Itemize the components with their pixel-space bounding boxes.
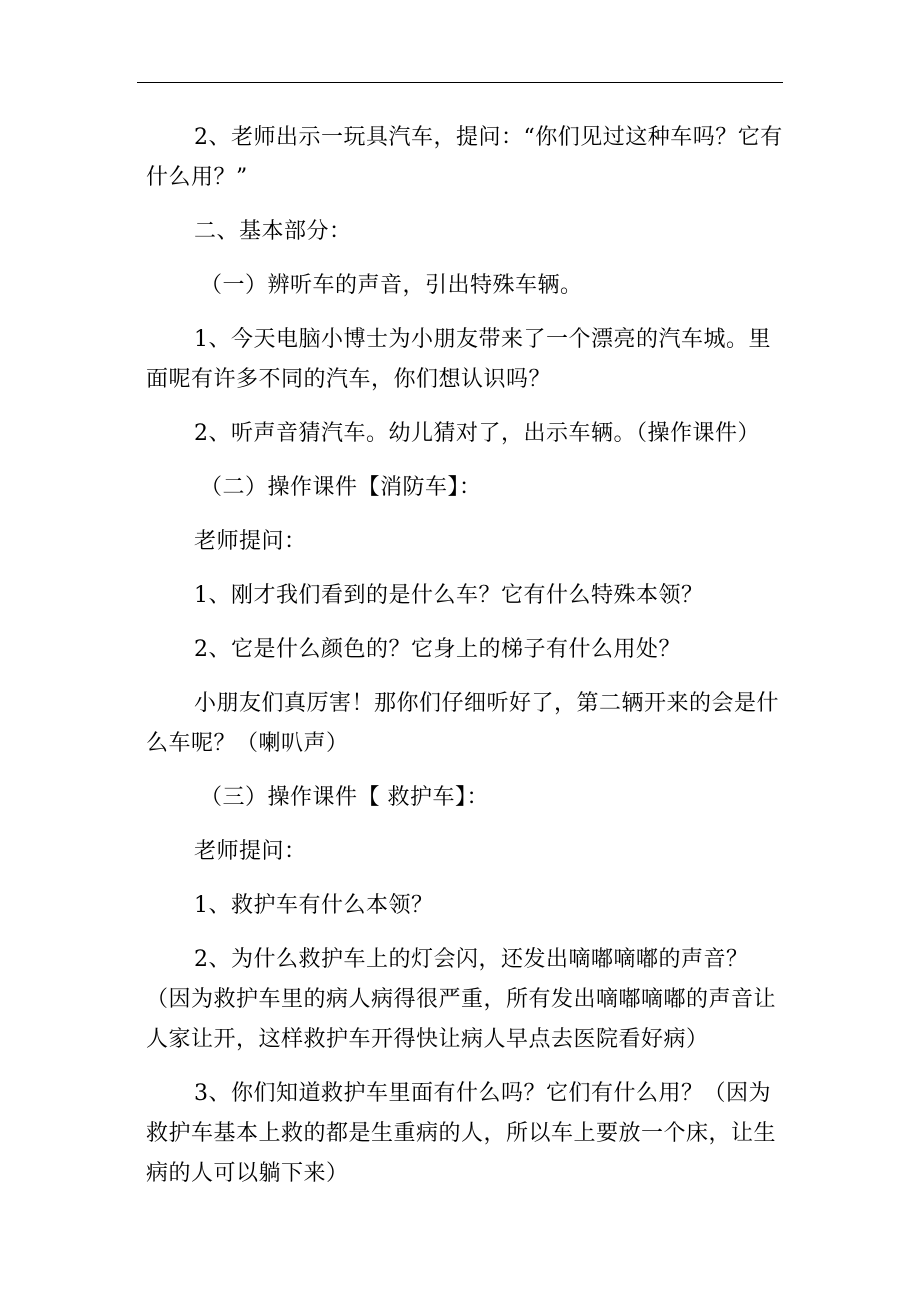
header-rule — [137, 82, 783, 83]
paragraph-6: （二）操作课件【消防车】： — [200, 475, 482, 500]
paragraph-11: （三）操作课件【 救护车】： — [200, 785, 489, 810]
paragraph-7: 老师提问： — [194, 529, 307, 554]
document-body — [146, 118, 786, 1208]
paragraph-8: 1、刚才我们看到的是什么车？它有什么特殊本领？ — [194, 583, 704, 608]
paragraph-2: 二、基本部分： — [194, 219, 352, 244]
paragraph-4: 1、今天电脑小博士为小朋友带来了一个漂亮的汽车城。里面呢有许多不同的汽车，你们想认识吗？ — [146, 327, 771, 392]
paragraph-1: 2、老师出示一玩具汽车，提问：“你们见过这种车吗？它有什么用？” — [146, 125, 783, 190]
paragraph-14: 2、为什么救护车上的灯会闪，还发出嘀嘟嘀嘟的声音？（因为救护车里的病人病得很严重，所有发出嘀嘟嘀嘟的声音让人家让开，这样救护车开得快让病人早点去医院看好病） — [146, 947, 777, 1052]
paragraph-5: 2、听声音猜汽车。幼儿猜对了，出示车辆。（操作课件） — [194, 421, 760, 446]
paragraph-3: （一）辨听车的声音，引出特殊车辆。 — [200, 273, 583, 298]
paragraph-12: 老师提问： — [194, 839, 307, 864]
paragraph-13: 1、救护车有什么本领？ — [194, 893, 434, 918]
paragraph-10: 小朋友们真厉害！那你们仔细听好了，第二辆开来的会是什么车呢？（喇叭声） — [146, 691, 780, 756]
paragraph-9: 2、它是什么颜色的？它身上的梯子有什么用处？ — [194, 637, 681, 662]
paragraph-15: 3、你们知道救护车里面有什么吗？它们有什么用？（因为救护车基本上救的都是生重病的人，所以车上要放一个床，让生病的人可以躺下来） — [146, 1081, 777, 1186]
